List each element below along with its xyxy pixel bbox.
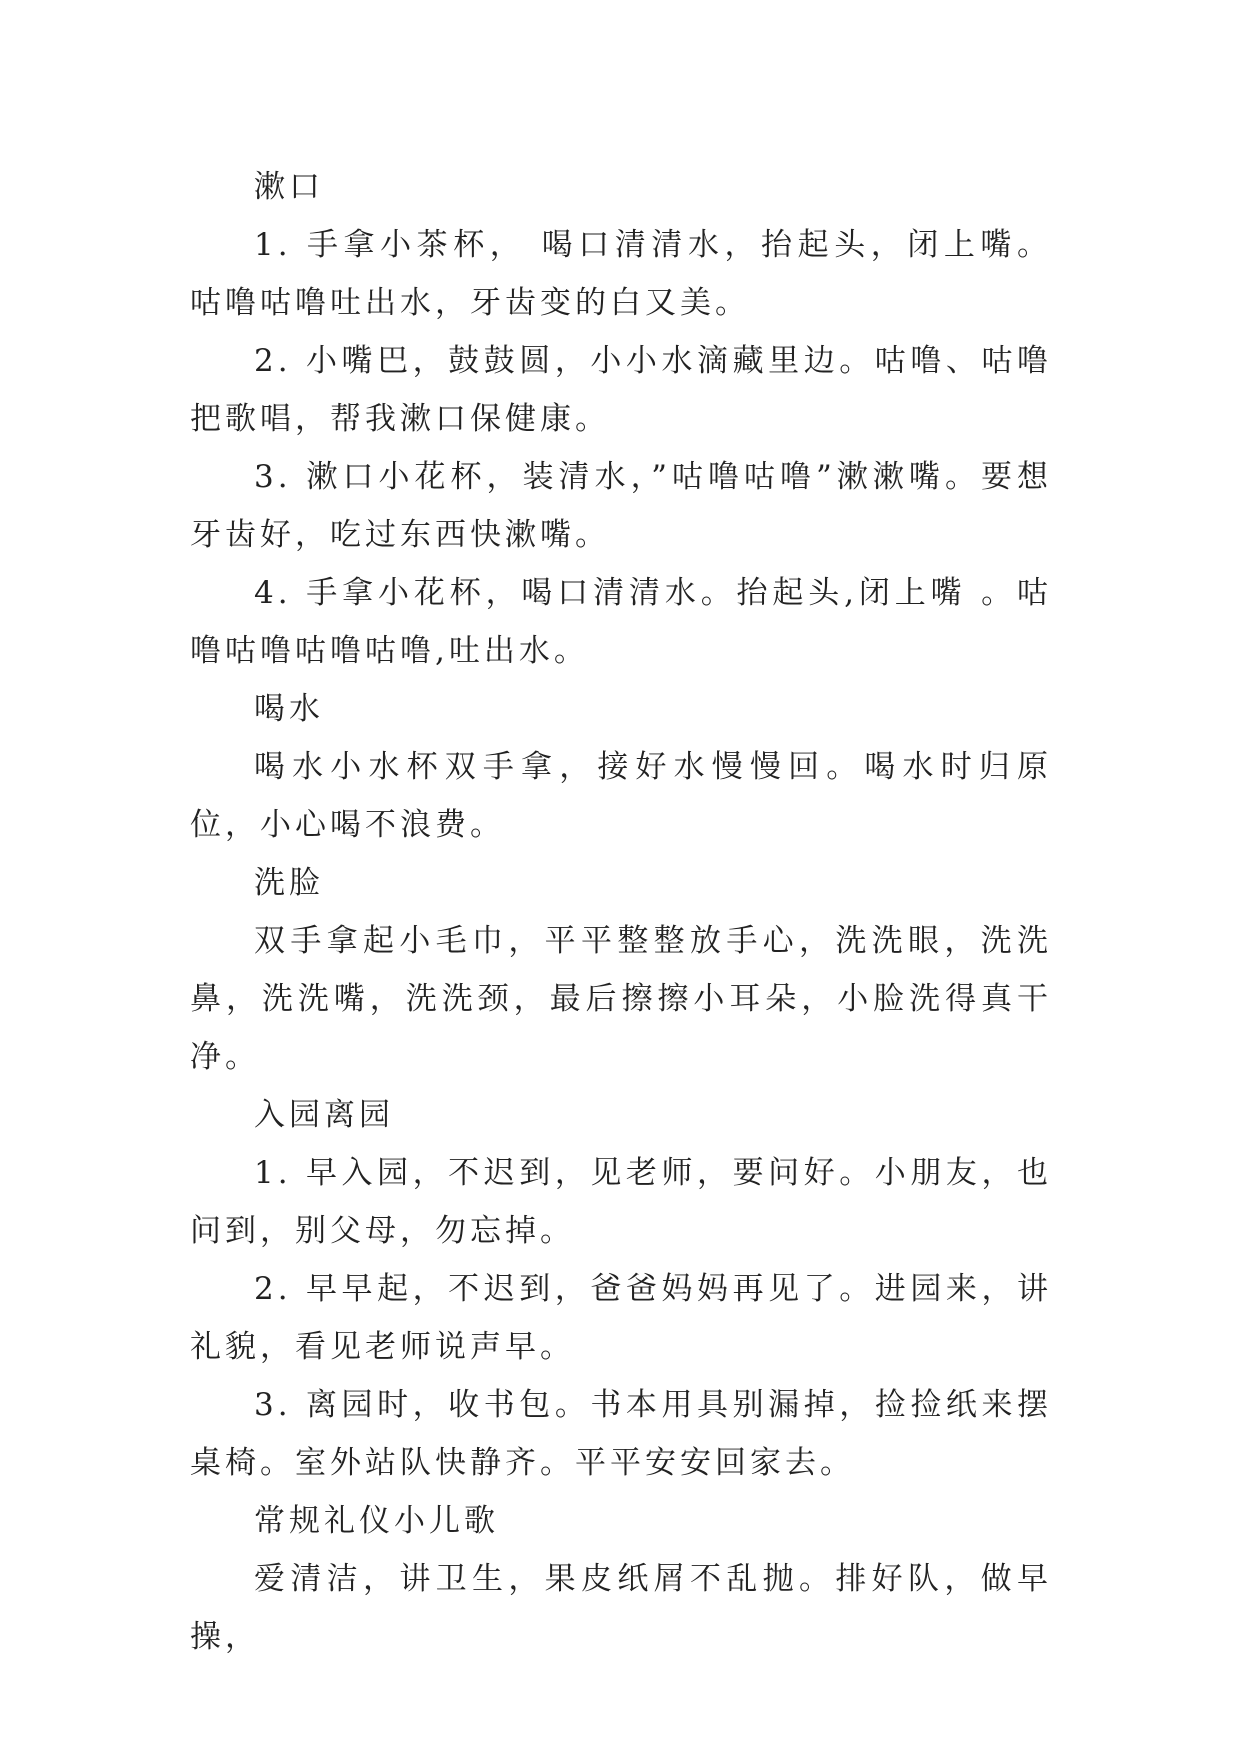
arrival-verse-1: 1. 早入园，不迟到，见老师，要问好。小朋友，也问到，别父母，勿忘掉。 — [190, 1155, 1052, 1249]
arrival-verse-3: 3. 离园时，收书包。书本用具别漏掉，捡捡纸来摆桌椅。室外站队快静齐。平平安安回家去。 — [190, 1387, 1052, 1481]
heading-etiquette-song: 常规礼仪小儿歌 — [254, 1503, 499, 1539]
heading-rinse-mouth: 漱口 — [254, 169, 324, 205]
wash-face-verse: 双手拿起小毛巾，平平整整放手心，洗洗眼，洗洗鼻，洗洗嘴，洗洗颈，最后擦擦小耳朵，小脸洗得真干净。 — [190, 923, 1052, 1075]
rinse-verse-3: 3. 漱口小花杯，装清水，”咕噜咕噜”漱漱嘴。要想牙齿好，吃过东西快漱嘴。 — [190, 459, 1052, 553]
arrival-verse-2: 2. 早早起，不迟到，爸爸妈妈再见了。进园来，讲礼貌，看见老师说声早。 — [190, 1271, 1052, 1365]
etiquette-verse: 爱清洁，讲卫生，果皮纸屑不乱抛。排好队，做早操， — [190, 1561, 1052, 1655]
document-body — [190, 158, 1052, 1666]
rinse-verse-2: 2. 小嘴巴，鼓鼓圆，小小水滴藏里边。咕噜、咕噜把歌唱，帮我漱口保健康。 — [190, 343, 1052, 437]
heading-wash-face: 洗脸 — [254, 865, 324, 901]
rinse-verse-1: 1. 手拿小茶杯， 喝口清清水，抬起头，闭上嘴。咕噜咕噜吐出水，牙齿变的白又美。 — [190, 227, 1052, 321]
drink-water-verse: 喝水小水杯双手拿，接好水慢慢回。喝水时归原位，小心喝不浪费。 — [190, 749, 1052, 843]
heading-drink-water: 喝水 — [254, 691, 324, 727]
rinse-verse-4: 4. 手拿小花杯，喝口清清水。抬起头,闭上嘴 。咕噜咕噜咕噜咕噜,吐出水。 — [190, 575, 1052, 669]
heading-arrival-departure: 入园离园 — [254, 1097, 394, 1133]
